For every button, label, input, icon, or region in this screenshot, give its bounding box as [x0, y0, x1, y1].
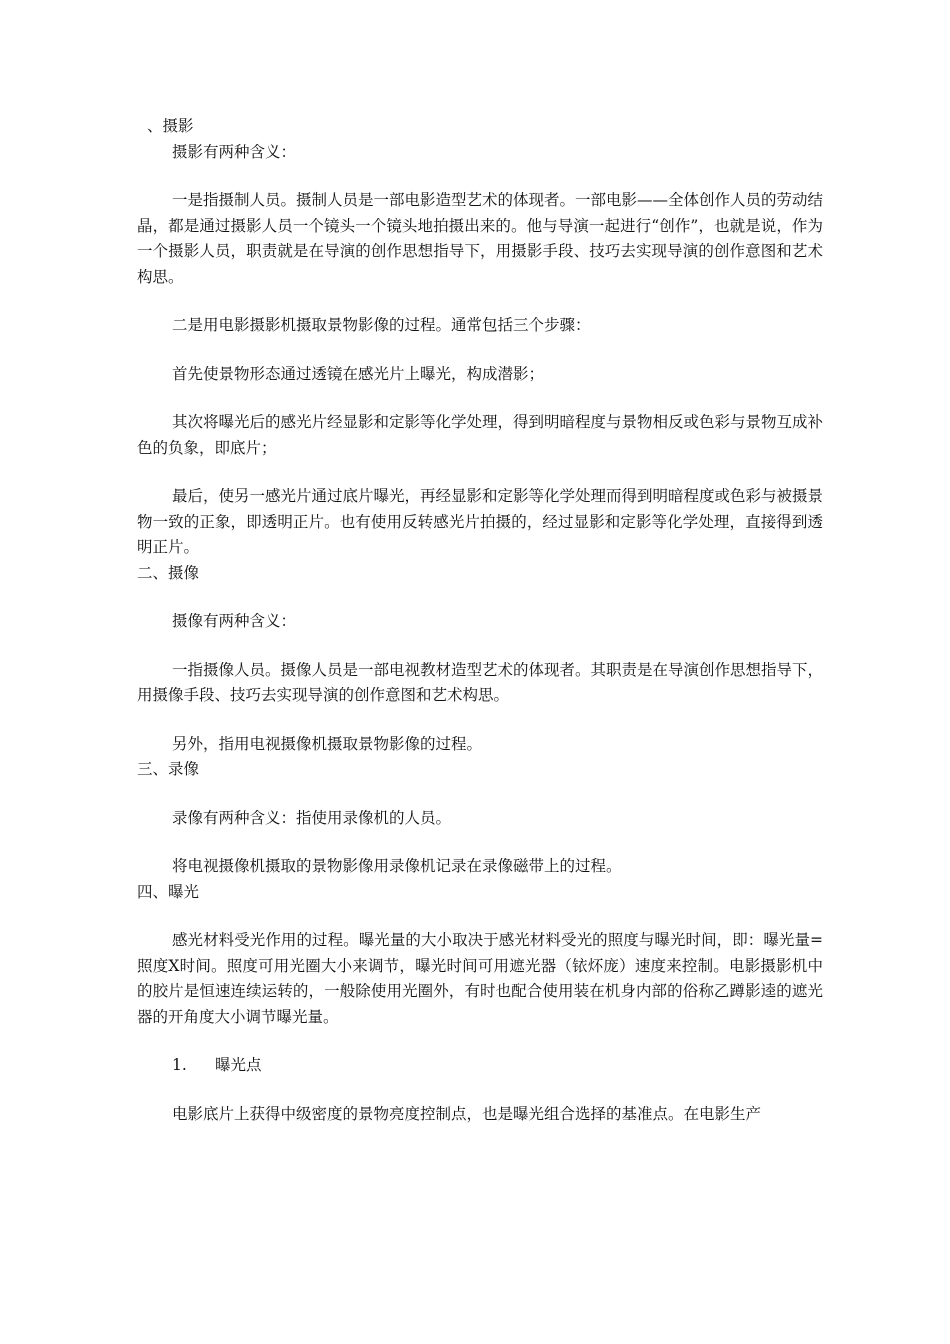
paragraph: 一指摄像人员。摄像人员是一部电视教材造型艺术的体现者。其职责是在导演创作思想指导下，用摄像手段、技巧去实现导演的创作意图和艺术构思。 [137, 660, 824, 704]
paragraph: 一是指摄制人员。摄制人员是一部电影造型艺术的体现者。一部电影——全体创作人员的劳动结晶，都是通过摄影人员一个镜头一个镜头地拍摄出来的。他与导演一起进行“创作”，也就是说，作为一个摄影人员，职责就是在导演的创作思想指导下，用摄影手段、技巧去实现导演的创作意图和艺术构思。 [137, 191, 824, 286]
paragraph: 另外，指用电视摄像机摄取景物影像的过程。 [172, 734, 483, 753]
paragraph: 二是用电影摄影机摄取景物影像的过程。通常包括三个步骤： [172, 316, 591, 334]
section-heading-photography: 、摄影 [147, 117, 194, 135]
section-heading-exposure: 四、曝光 [137, 882, 200, 901]
document-page [137, 114, 823, 1127]
list-item [137, 1053, 823, 1079]
paragraph: 将电视摄像机摄取的景物影像用录像机记录在录像磁带上的过程。 [172, 857, 622, 875]
paragraph: 电影底片上获得中级密度的景物亮度控制点，也是曝光组合选择的基准点。在电影生产 [172, 1104, 762, 1123]
section-heading-recording: 三、录像 [137, 760, 200, 778]
paragraph: 首先使景物形态通过透镜在感光片上曝光，构成潜影； [172, 364, 545, 383]
section-heading-video-camera: 二、摄像 [137, 563, 200, 582]
paragraph: 最后，使另一感光片通过底片曝光，再经显影和定影等化学处理而得到明暗程度或色彩与被摄景物一致的正象，即透明正片。也有使用反转感光片拍摄的，经过显影和定影等化学处理，直接得到透明正片。 [137, 487, 824, 556]
paragraph: 其次将曝光后的感光片经显影和定影等化学处理，得到明暗程度与景物相反或色彩与景物互成补色的负象，即底片； [137, 413, 824, 457]
list-item-number: 1. [172, 1056, 187, 1074]
paragraph: 感光材料受光作用的过程。曝光量的大小取决于感光材料受光的照度与曝光时间，即：曝光量=照度X时间。照度可用光圈大小来调节，曝光时间可用遮光器（铱炋庞）速度来控制。电影摄影机中的胶片是恒速连续运转的，一般除使用光圈外，有时也配合使用装在机身内部的俗称乙蹲影逵的遮光器的开角度大小调节曝光量。 [137, 931, 823, 1026]
paragraph: 录像有两种含义：指使用录像机的人员。 [172, 808, 452, 827]
paragraph: 摄影有两种含义： [172, 142, 297, 161]
paragraph: 摄像有两种含义： [172, 612, 297, 630]
list-item-title: 曝光点 [215, 1056, 262, 1074]
